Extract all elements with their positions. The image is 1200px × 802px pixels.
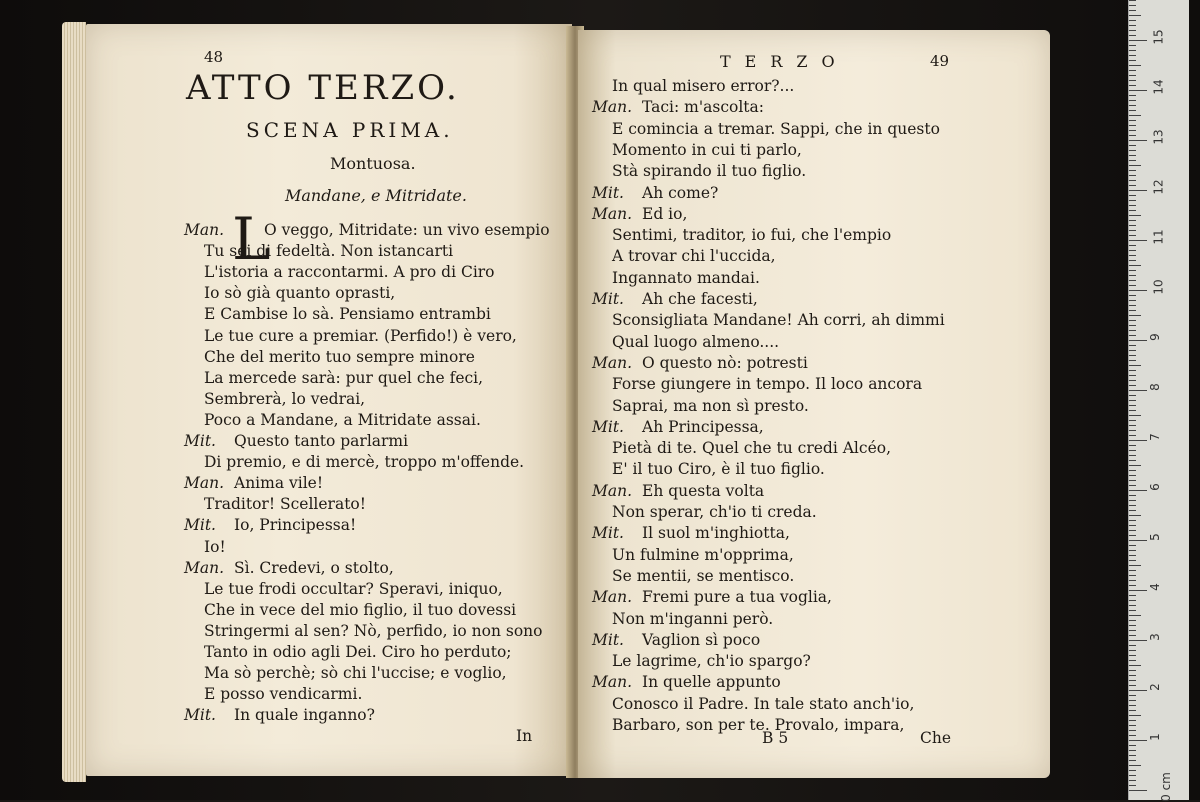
speaker-label: Man. xyxy=(592,588,633,607)
ruler-tick xyxy=(1129,365,1141,366)
verse-line: Ah che facesti, xyxy=(642,290,758,308)
ruler-tick xyxy=(1129,530,1136,531)
verse-line: Ed io, xyxy=(642,204,688,223)
speaker-label: Man. xyxy=(592,353,633,372)
right-catchword: Che xyxy=(920,729,952,747)
verse-line: Pietà di te. Quel che tu credi Alcéo, xyxy=(612,439,891,458)
ruler-tick xyxy=(1129,330,1136,331)
ruler-tick xyxy=(1129,420,1136,421)
ruler-number: 15 xyxy=(1151,29,1166,45)
right-page-number: 49 xyxy=(930,52,950,70)
ruler-tick xyxy=(1129,535,1136,536)
ruler-tick xyxy=(1129,445,1136,446)
ruler-tick xyxy=(1129,130,1136,131)
ruler-number: 6 xyxy=(1147,483,1162,491)
verse-line: Ma sò perchè; sò chi l'uccise; e voglio, xyxy=(204,664,507,683)
ruler-tick xyxy=(1129,665,1141,666)
ruler-tick xyxy=(1129,310,1136,311)
ruler-tick xyxy=(1129,750,1136,751)
ruler-number: 9 xyxy=(1147,333,1162,341)
ruler-tick xyxy=(1129,185,1136,186)
ruler-tick xyxy=(1129,75,1136,76)
ruler-tick xyxy=(1129,790,1147,791)
verse-line: Traditor! Scellerato! xyxy=(204,495,366,514)
ruler-number: 5 xyxy=(1147,533,1162,541)
ruler-tick xyxy=(1129,325,1136,326)
ruler-tick xyxy=(1129,300,1136,301)
scene-location: Montuosa. xyxy=(330,154,416,173)
ruler-tick xyxy=(1129,80,1136,81)
ruler-tick xyxy=(1129,780,1136,781)
verse-line: Vaglion sì poco xyxy=(642,630,761,649)
verse-line: Anima vile! xyxy=(234,474,324,493)
ruler-tick xyxy=(1129,150,1136,151)
ruler-tick xyxy=(1129,410,1136,411)
ruler-number: 8 xyxy=(1147,383,1162,391)
ruler-tick xyxy=(1129,730,1136,731)
ruler-tick xyxy=(1129,140,1147,141)
ruler-tick xyxy=(1129,465,1141,466)
verse-line: Le lagrime, ch'io spargo? xyxy=(612,652,811,671)
ruler-number: 10 xyxy=(1151,279,1166,295)
ruler-tick xyxy=(1129,375,1136,376)
ruler-tick xyxy=(1129,625,1136,626)
verse-line: In quelle appunto xyxy=(642,673,781,692)
ruler-tick xyxy=(1129,305,1136,306)
verse-line: Taci: m'ascolta: xyxy=(642,98,764,117)
ruler-number: 14 xyxy=(1151,79,1166,95)
ruler-tick xyxy=(1129,340,1147,341)
speaker-label: Mit. xyxy=(592,524,624,543)
ruler-tick xyxy=(1129,335,1136,336)
ruler-tick xyxy=(1129,45,1136,46)
verse-line: E posso vendicarmi. xyxy=(204,685,363,704)
ruler-tick xyxy=(1129,510,1136,511)
scene-characters: Mandane, e Mitridate. xyxy=(285,186,467,205)
signature-mark: B 5 xyxy=(762,729,789,747)
verse-line: Eh questa volta xyxy=(642,481,765,500)
ruler-tick xyxy=(1129,350,1136,351)
ruler-tick xyxy=(1129,655,1136,656)
verse-line: Io! xyxy=(204,537,226,556)
ruler-tick xyxy=(1129,200,1136,201)
ruler-tick xyxy=(1129,590,1147,591)
ruler-tick xyxy=(1129,690,1147,691)
ruler-tick xyxy=(1129,740,1147,741)
verse-line: Sconsigliata Mandane! Ah corri, ah dimmi xyxy=(612,311,945,330)
verse-line: Poco a Mandane, a Mitridate assai. xyxy=(204,410,481,429)
ruler-number: 0 cm xyxy=(1158,772,1173,802)
ruler-tick xyxy=(1129,115,1141,116)
ruler-tick xyxy=(1129,20,1136,21)
ruler-tick xyxy=(1129,210,1136,211)
verse-line: Questo tanto parlarmi xyxy=(234,432,409,450)
speaker-label: Man. xyxy=(592,673,633,692)
verse-line: Non sperar, ch'io ti creda. xyxy=(612,503,817,521)
ruler-tick xyxy=(1129,400,1136,401)
verse-line: Sentimi, traditor, io fui, che l'empio xyxy=(612,226,892,245)
ruler-tick xyxy=(1129,260,1136,261)
drop-capital: L xyxy=(232,205,271,273)
ruler-tick xyxy=(1129,40,1147,41)
book-page-edges xyxy=(62,22,86,782)
verse-line: Ingannato mandai. xyxy=(612,268,760,287)
ruler-number: 7 xyxy=(1147,433,1162,441)
verse-line: E comincia a tremar. Sappi, che in questo xyxy=(612,119,940,138)
ruler-tick xyxy=(1129,155,1136,156)
verse-line: Io, Principessa! xyxy=(234,516,357,535)
verse-line: La mercede sarà: pur quel che feci, xyxy=(204,368,484,387)
speaker-label: Mit. xyxy=(592,630,624,649)
verse-line: Sembrerà, lo vedrai, xyxy=(204,389,366,408)
speaker-label: Man. xyxy=(184,474,225,493)
ruler-tick xyxy=(1129,565,1141,566)
act-title: ATTO TERZO. xyxy=(186,68,460,108)
verse-line: Ah Principessa, xyxy=(642,417,764,436)
ruler-tick xyxy=(1129,450,1136,451)
ruler-tick xyxy=(1129,680,1136,681)
ruler-tick xyxy=(1129,5,1136,6)
ruler-tick xyxy=(1129,110,1136,111)
speaker-label: Mit. xyxy=(592,417,624,436)
ruler-tick xyxy=(1129,105,1136,106)
ruler-tick xyxy=(1129,575,1136,576)
verse-line: Le tue cure a premiar. (Perfido!) è vero, xyxy=(204,326,517,345)
ruler-tick xyxy=(1129,490,1147,491)
ruler-tick xyxy=(1129,460,1136,461)
ruler-tick xyxy=(1129,485,1136,486)
verse-line: Stringermi al sen? Nò, perfido, io non sono xyxy=(204,621,543,640)
verse-line: E' il tuo Ciro, è il tuo figlio. xyxy=(612,460,825,479)
ruler-tick xyxy=(1129,50,1136,51)
ruler-tick xyxy=(1129,775,1136,776)
speaker-label: Mit. xyxy=(184,706,216,725)
ruler-tick xyxy=(1129,315,1141,316)
ruler-tick xyxy=(1129,585,1136,586)
verse-line: Saprai, ma non sì presto. xyxy=(612,396,809,415)
ruler-tick xyxy=(1129,15,1141,16)
ruler-tick xyxy=(1129,230,1136,231)
ruler-tick xyxy=(1129,495,1136,496)
ruler-tick xyxy=(1129,190,1147,191)
ruler-tick xyxy=(1129,545,1136,546)
speaker-label: Mit. xyxy=(592,290,624,308)
ruler-tick xyxy=(1129,615,1141,616)
ruler-tick xyxy=(1129,290,1147,291)
ruler-tick xyxy=(1129,125,1136,126)
scene-heading: SCENA PRIMA. xyxy=(246,118,454,142)
ruler-tick xyxy=(1129,30,1136,31)
ruler-tick xyxy=(1129,385,1136,386)
ruler-tick xyxy=(1129,480,1136,481)
ruler-tick xyxy=(1129,550,1136,551)
ruler-tick xyxy=(1129,220,1136,221)
verse-line: In qual misero error?... xyxy=(612,77,795,95)
verse-line: L'istoria a raccontarmi. A pro di Ciro xyxy=(204,263,495,282)
measuring-ruler xyxy=(1128,0,1189,800)
ruler-tick xyxy=(1129,390,1147,391)
ruler-tick xyxy=(1129,60,1136,61)
ruler-tick xyxy=(1129,10,1136,11)
ruler-tick xyxy=(1129,525,1136,526)
verse-line: Un fulmine m'opprima, xyxy=(612,545,794,564)
left-page-number: 48 xyxy=(204,48,224,66)
ruler-tick xyxy=(1129,35,1136,36)
verse-line: Non m'inganni però. xyxy=(612,609,774,628)
ruler-tick xyxy=(1129,610,1136,611)
ruler-tick xyxy=(1129,270,1136,271)
ruler-tick xyxy=(1129,470,1136,471)
ruler-tick xyxy=(1129,245,1136,246)
verse-line: Fremi pure a tua voglia, xyxy=(642,588,832,607)
ruler-tick xyxy=(1129,605,1136,606)
ruler-tick xyxy=(1129,160,1136,161)
ruler-tick xyxy=(1129,175,1136,176)
ruler-tick xyxy=(1129,475,1136,476)
verse-line: Forse giungere in tempo. Il loco ancora xyxy=(612,375,923,394)
verse-line: E Cambise lo sà. Pensiamo entrambi xyxy=(204,305,491,324)
ruler-tick xyxy=(1129,95,1136,96)
ruler-tick xyxy=(1129,660,1136,661)
verse-line: Io sò già quanto oprasti, xyxy=(204,284,396,303)
ruler-tick xyxy=(1129,380,1136,381)
ruler-tick xyxy=(1129,715,1141,716)
ruler-tick xyxy=(1129,650,1136,651)
ruler-tick xyxy=(1129,235,1136,236)
verse-line: Di premio, e di mercè, troppo m'offende. xyxy=(204,453,525,472)
speaker-label: Man. xyxy=(592,481,633,500)
verse-line: Che in vece del mio figlio, il tuo dovessi xyxy=(204,600,517,619)
ruler-tick xyxy=(1129,765,1141,766)
ruler-tick xyxy=(1129,280,1136,281)
ruler-tick xyxy=(1129,360,1136,361)
ruler-tick xyxy=(1129,250,1136,251)
ruler-tick xyxy=(1129,90,1147,91)
ruler-tick xyxy=(1129,405,1136,406)
ruler-tick xyxy=(1129,760,1136,761)
speaker-label: Mit. xyxy=(184,432,216,450)
running-head: TERZO xyxy=(720,52,849,71)
ruler-tick xyxy=(1129,720,1136,721)
ruler-tick xyxy=(1129,630,1136,631)
speaker-label: Man. xyxy=(592,204,633,223)
verse-line: A trovar chi l'uccida, xyxy=(612,247,776,266)
ruler-tick xyxy=(1129,225,1136,226)
ruler-tick xyxy=(1129,745,1136,746)
ruler-tick xyxy=(1129,285,1136,286)
ruler-tick xyxy=(1129,395,1136,396)
ruler-tick xyxy=(1129,145,1136,146)
ruler-number: 12 xyxy=(1151,179,1166,195)
ruler-tick xyxy=(1129,135,1136,136)
verse-line: Il suol m'inghiotta, xyxy=(642,524,790,543)
ruler-tick xyxy=(1129,205,1136,206)
ruler-tick xyxy=(1129,560,1136,561)
ruler-tick xyxy=(1129,0,1136,1)
speaker-label: Man. xyxy=(184,558,225,577)
ruler-tick xyxy=(1129,70,1136,71)
verse-line: O veggo, Mitridate: un vivo esempio xyxy=(264,221,550,239)
ruler-number: 11 xyxy=(1151,229,1166,245)
speaker-label: Mit. xyxy=(184,516,216,535)
ruler-tick xyxy=(1129,180,1136,181)
ruler-tick xyxy=(1129,555,1136,556)
ruler-tick xyxy=(1129,240,1147,241)
verse-line: Che del merito tuo sempre minore xyxy=(204,347,475,366)
ruler-tick xyxy=(1129,435,1136,436)
ruler-tick xyxy=(1129,580,1136,581)
ruler-tick xyxy=(1129,275,1136,276)
verse-line: Le tue frodi occultar? Speravi, iniquo, xyxy=(204,579,503,598)
speaker-label: Mit. xyxy=(592,183,624,202)
ruler-tick xyxy=(1129,430,1136,431)
ruler-tick xyxy=(1129,500,1136,501)
verse-line: Qual luogo almeno.... xyxy=(612,332,780,351)
ruler-tick xyxy=(1129,55,1136,56)
ruler-tick xyxy=(1129,195,1136,196)
ruler-tick xyxy=(1129,725,1136,726)
ruler-tick xyxy=(1129,65,1141,66)
ruler-tick xyxy=(1129,85,1136,86)
ruler-tick xyxy=(1129,670,1136,671)
speaker-label: Man. xyxy=(592,98,633,117)
ruler-tick xyxy=(1129,570,1136,571)
ruler-tick xyxy=(1129,455,1136,456)
ruler-tick xyxy=(1129,705,1136,706)
left-catchword: In xyxy=(516,727,533,745)
verse-line: Barbaro, son per te. Provalo, impara, xyxy=(612,716,905,734)
ruler-tick xyxy=(1129,755,1136,756)
ruler-tick xyxy=(1129,595,1136,596)
verse-line: Momento in cui ti parlo, xyxy=(612,140,802,159)
verse-line: O questo nò: potresti xyxy=(642,353,808,372)
ruler-tick xyxy=(1129,635,1136,636)
ruler-tick xyxy=(1129,645,1136,646)
verse-line: In quale inganno? xyxy=(234,706,375,725)
ruler-number: 13 xyxy=(1151,129,1166,145)
ruler-tick xyxy=(1129,100,1136,101)
speaker-label: Man. xyxy=(184,221,225,239)
ruler-tick xyxy=(1129,695,1136,696)
ruler-tick xyxy=(1129,505,1136,506)
ruler-tick xyxy=(1129,215,1141,216)
ruler-tick xyxy=(1129,415,1141,416)
ruler-tick xyxy=(1129,320,1136,321)
ruler-tick xyxy=(1129,255,1136,256)
ruler-tick xyxy=(1129,685,1136,686)
ruler-tick xyxy=(1129,170,1136,171)
ruler-tick xyxy=(1129,700,1136,701)
ruler-tick xyxy=(1129,120,1136,121)
ruler-tick xyxy=(1129,770,1136,771)
verse-line: Tu sei di fedeltà. Non istancarti xyxy=(204,242,454,261)
ruler-tick xyxy=(1129,265,1141,266)
ruler-tick xyxy=(1129,620,1136,621)
ruler-number: 2 xyxy=(1147,683,1162,691)
ruler-number: 4 xyxy=(1147,583,1162,591)
ruler-tick xyxy=(1129,640,1147,641)
ruler-tick xyxy=(1129,440,1147,441)
ruler-tick xyxy=(1129,675,1136,676)
verse-line: Se mentii, se mentisco. xyxy=(612,566,795,585)
ruler-number: 3 xyxy=(1147,633,1162,641)
verse-line: Ah come? xyxy=(642,183,719,202)
ruler-tick xyxy=(1129,735,1136,736)
ruler-tick xyxy=(1129,520,1136,521)
verse-line: Conosco il Padre. In tale stato anch'io, xyxy=(612,694,915,713)
ruler-tick xyxy=(1129,515,1141,516)
verse-line: Tanto in odio agli Dei. Ciro ho perduto; xyxy=(204,643,512,661)
ruler-number: 1 xyxy=(1147,733,1162,741)
ruler-tick xyxy=(1129,785,1136,786)
ruler-tick xyxy=(1129,295,1136,296)
ruler-tick xyxy=(1129,540,1147,541)
ruler-tick xyxy=(1129,370,1136,371)
verse-line: Stà spirando il tuo figlio. xyxy=(612,162,807,181)
ruler-tick xyxy=(1129,25,1136,26)
verse-line: Sì. Credevi, o stolto, xyxy=(234,558,394,577)
ruler-tick xyxy=(1129,425,1136,426)
ruler-tick xyxy=(1129,355,1136,356)
ruler-tick xyxy=(1129,710,1136,711)
ruler-tick xyxy=(1129,600,1136,601)
ruler-tick xyxy=(1129,345,1136,346)
ruler-tick xyxy=(1129,165,1141,166)
